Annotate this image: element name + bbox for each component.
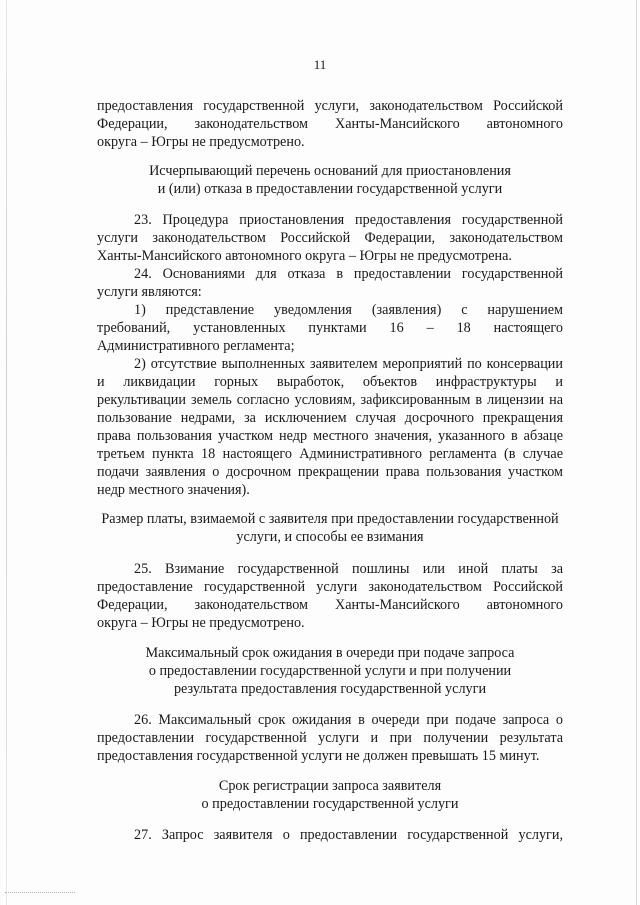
section-heading: о предоставлении государственной услуги и при получении: [148, 663, 512, 679]
text-line: услуги законодательством Российской Федерации, законодательством: [97, 230, 563, 246]
text-line: 23. Процедура приостановления предоставления государственной: [134, 212, 563, 228]
text-line: недр местного значения).: [97, 482, 250, 498]
text-line: 25. Взимание государственной пошлины или иной платы за: [134, 561, 563, 577]
scan-left-edge: [6, 0, 7, 905]
text-line: 1) представление уведомления (заявления) с нарушением: [134, 302, 563, 318]
text-line: 27. Запрос заявителя о предоставлении государственной услуги,: [134, 827, 563, 843]
text-line: и ликвидации горных выработок, объектов инфраструктуры и: [97, 374, 563, 390]
text-line: 24. Основаниями для отказа в предоставлении государственной: [134, 266, 563, 282]
text-line: предоставления государственной услуги не должен превышать 15 минут.: [97, 748, 540, 764]
section-heading: услуги, и способы ее взимания: [236, 529, 424, 545]
text-line: Федерации, законодательством Ханты-Мансийского автономного: [97, 597, 563, 613]
text-line: права пользования участком недр местного значения, указанного в абзаце: [97, 428, 563, 444]
text-line: Федерации, законодательством Ханты-Мансийского автономного: [97, 116, 563, 132]
text-line: Административного регламента;: [97, 338, 295, 354]
text-line: округа – Югры не предусмотрено.: [97, 615, 305, 631]
section-heading: Исчерпывающий перечень оснований для приостановления: [149, 163, 511, 179]
section-heading: Срок регистрации запроса заявителя: [218, 778, 442, 794]
scan-artifact: [5, 892, 75, 895]
text-line: требований, установленных пунктами 16 – 18 настоящего: [97, 320, 563, 336]
text-line: третьем пункта 18 настоящего Административного регламента (в случае: [97, 446, 563, 462]
page-number: 11: [313, 57, 327, 72]
section-heading: и (или) отказа в предоставлении государственной услуги: [157, 181, 503, 197]
scan-right-edge: [636, 0, 637, 905]
section-heading: результата предоставления государственной услуги: [173, 681, 487, 697]
section-heading: Размер платы, взимаемой с заявителя при предоставлении государственной: [101, 511, 559, 527]
text-line: предоставления государственной услуги, законодательством Российской: [97, 98, 563, 114]
section-heading: Максимальный срок ожидания в очереди при подаче запроса: [145, 645, 515, 661]
text-line: Ханты-Мансийского автономного округа – Югры не предусмотрена.: [97, 248, 512, 264]
text-line: услуги являются:: [97, 284, 202, 300]
text-line: пользование недрами, за исключением случая досрочного прекращения: [97, 410, 563, 426]
text-line: 26. Максимальный срок ожидания в очереди при подаче запроса о: [134, 712, 563, 728]
section-heading: о предоставлении государственной услуги: [201, 796, 459, 812]
text-line: предоставление государственной услуги законодательством Российской: [97, 579, 563, 595]
text-line: подачи заявления о досрочном прекращении права пользования участком: [97, 464, 563, 480]
text-line: рекультивации земель согласно условиям, зафиксированным в лицензии на: [97, 392, 563, 408]
text-line: 2) отсутствие выполненных заявителем мероприятий по консервации: [134, 356, 563, 372]
text-line: округа – Югры не предусмотрено.: [97, 134, 305, 150]
text-line: предоставлении государственной услуги и при получении результата: [97, 730, 563, 746]
